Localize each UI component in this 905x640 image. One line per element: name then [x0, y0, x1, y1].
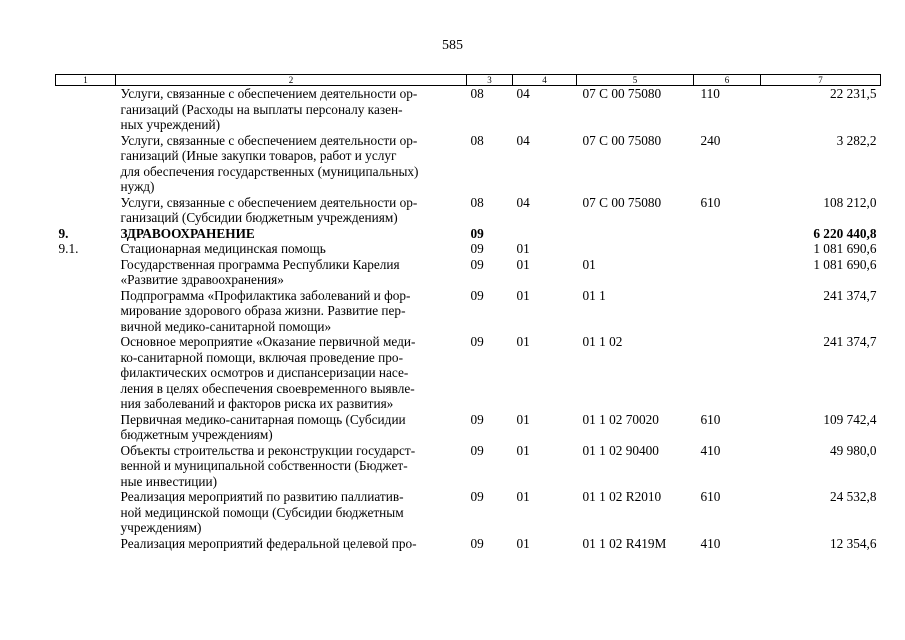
section-code: 09: [470, 535, 484, 551]
amount: 6 220 440,8: [813, 225, 877, 241]
item-name: [116, 241, 467, 257]
item-name-line: ЗДРАВООХРАНЕНИЕ: [120, 225, 255, 241]
item-name-line: ганизаций (Иные закупки товаров, работ и услуг: [120, 148, 397, 163]
target-article-code: 07 С 00 75080: [582, 86, 662, 101]
section-code: 09: [470, 442, 484, 458]
section-code: 08: [470, 132, 484, 148]
item-name: [116, 489, 467, 536]
item-name-line: Объекты строительства и реконструкции государст-: [120, 442, 416, 458]
item-name-line: вичной медико-санитарной помощи»: [120, 318, 332, 334]
table-row: [56, 288, 881, 335]
amount: 12 354,6: [829, 535, 877, 551]
section-code: 08: [470, 86, 484, 101]
target-article-code: 01 1 02 R2010: [582, 489, 662, 504]
item-name: [116, 443, 467, 490]
table-row: [56, 257, 881, 288]
subsection-code: 01: [516, 411, 530, 427]
target-article-code: 07 С 00 75080: [582, 132, 662, 148]
item-name: [116, 257, 467, 288]
amount: 241 374,7: [823, 334, 877, 349]
expense-type-code: 240: [700, 132, 721, 148]
page-number: 585: [442, 38, 463, 53]
subsection-code: 04: [516, 194, 530, 210]
column-header: 1: [56, 75, 116, 86]
row-number: [56, 86, 116, 133]
expense-type-code: [694, 226, 761, 242]
table-row: [56, 133, 881, 195]
column-header: 3: [467, 75, 513, 86]
table-row: [56, 195, 881, 226]
table-row: [56, 86, 881, 133]
target-article-code: [577, 226, 694, 242]
amount: 49 980,0: [829, 442, 877, 458]
row-number: [56, 334, 116, 412]
item-name-line: Реализация мероприятий федеральной целевой про-: [120, 535, 417, 551]
table-row: [56, 536, 881, 552]
subsection-code: 01: [516, 241, 530, 256]
amount: 22 231,5: [829, 86, 877, 101]
item-name-line: Услуги, связанные с обеспечением деятельности ор-: [120, 86, 418, 101]
item-name-line: для обеспечения государственных (муниципальных): [120, 163, 419, 179]
target-article-code: 01 1 02 70020: [582, 411, 659, 427]
subsection-code: 04: [516, 132, 530, 148]
row-number: [56, 443, 116, 490]
expense-type-code: [694, 241, 761, 257]
item-name: [116, 412, 467, 443]
column-header: 6: [694, 75, 761, 86]
item-name-line: «Развитие здравоохранения»: [120, 272, 284, 287]
amount: 1 081 690,6: [813, 241, 877, 256]
section-code: 09: [470, 256, 484, 272]
item-name-line: учреждениям): [120, 520, 202, 535]
amount: 108 212,0: [823, 194, 877, 210]
item-name: [116, 226, 467, 242]
section-code: 09: [470, 489, 484, 504]
item-name-line: ния заболеваний и факторов риска их развития»: [120, 396, 394, 411]
target-article-code: 01 1 02 90400: [582, 442, 659, 458]
item-name-line: филактических осмотров и диспансеризации насе-: [120, 365, 409, 380]
subsection-code: 04: [516, 86, 530, 101]
item-name-line: Услуги, связанные с обеспечением деятельности ор-: [120, 194, 418, 210]
subsection-code: 01: [516, 535, 530, 551]
subsection-code: [513, 226, 577, 242]
budget-table: [55, 74, 881, 551]
section-code: 09: [470, 225, 484, 241]
subsection-code: 01: [516, 287, 530, 303]
item-name-line: Основное мероприятие «Оказание первичной меди-: [120, 334, 416, 349]
item-name: [116, 86, 467, 133]
expense-type-code: [694, 257, 761, 288]
table-row: [56, 412, 881, 443]
row-number: [56, 489, 116, 536]
section-code: 08: [470, 194, 484, 210]
item-name: [116, 133, 467, 195]
column-number-header-row: [56, 75, 881, 86]
item-name: [116, 195, 467, 226]
expense-type-code: 610: [700, 411, 721, 427]
expense-type-code: 110: [700, 86, 720, 101]
item-name-line: Государственная программа Республики Карелия: [120, 256, 400, 272]
expense-type-code: [694, 334, 761, 412]
item-name: [116, 288, 467, 335]
row-number: [56, 133, 116, 195]
target-article-code: 01 1 02 R419M: [582, 535, 667, 551]
amount: 1 081 690,6: [813, 256, 877, 272]
column-header: 5: [577, 75, 694, 86]
item-name-line: ной медицинской помощи (Субсидии бюджетным: [120, 504, 404, 520]
table-row: [56, 334, 881, 412]
item-name-line: ко-санитарной помощи, включая проведение про-: [120, 349, 403, 365]
target-article-code: [577, 241, 694, 257]
table-row: [56, 489, 881, 536]
amount: 3 282,2: [836, 132, 877, 148]
row-number: [56, 195, 116, 226]
table-row: [56, 443, 881, 490]
row-number: [56, 288, 116, 335]
item-name-line: Реализация мероприятий по развитию паллиатив-: [120, 489, 404, 504]
subsection-code: 01: [516, 256, 530, 272]
target-article-code: 01 1: [582, 287, 606, 303]
expense-type-code: 610: [700, 489, 721, 504]
row-number: [56, 257, 116, 288]
item-name-line: ления в целях обеспечения своевременного выявле-: [120, 380, 415, 396]
row-number: 9.1.: [58, 241, 79, 256]
item-name-line: ганизаций (Субсидии бюджетным учреждениям): [120, 210, 398, 225]
section-code: 09: [470, 334, 484, 349]
column-header: 4: [513, 75, 577, 86]
table-row: [56, 226, 881, 242]
target-article-code: 07 С 00 75080: [582, 194, 662, 210]
item-name-line: Подпрограмма «Профилактика заболеваний и фор-: [120, 287, 411, 303]
section-code: 09: [470, 411, 484, 427]
table-body: [56, 86, 881, 552]
target-article-code: 01 1 02: [582, 334, 623, 349]
expense-type-code: 610: [700, 194, 721, 210]
item-name-line: бюджетным учреждениям): [120, 427, 273, 442]
table-row: [56, 241, 881, 257]
item-name-line: мирование здорового образа жизни. Развитие пер-: [120, 303, 406, 318]
section-code: 09: [470, 287, 484, 303]
section-code: 09: [470, 241, 484, 256]
item-name: [116, 536, 467, 552]
expense-type-code: 410: [700, 442, 721, 458]
row-number: [56, 412, 116, 443]
subsection-code: 01: [516, 442, 530, 458]
column-header: 7: [761, 75, 881, 86]
subsection-code: 01: [516, 334, 530, 349]
item-name-line: Стационарная медицинская помощь: [120, 241, 326, 256]
item-name-line: ганизаций (Расходы на выплаты персоналу казен-: [120, 101, 403, 117]
column-header: 2: [116, 75, 467, 86]
item-name-line: Услуги, связанные с обеспечением деятельности ор-: [120, 132, 418, 148]
target-article-code: 01: [582, 256, 596, 272]
amount: 24 532,8: [829, 489, 877, 504]
item-name-line: Первичная медико-санитарная помощь (Субсидии: [120, 411, 406, 427]
subsection-code: 01: [516, 489, 530, 504]
item-name-line: ные инвестиции): [120, 473, 218, 489]
item-name: [116, 334, 467, 412]
expense-type-code: 410: [700, 535, 721, 551]
item-name-line: венной и муниципальной собственности (Бюджет-: [120, 458, 408, 473]
amount: 241 374,7: [823, 287, 877, 303]
expense-type-code: [694, 288, 761, 335]
row-number: [56, 536, 116, 552]
row-number: 9.: [58, 225, 69, 241]
item-name-line: ных учреждений): [120, 117, 221, 132]
item-name-line: нужд): [120, 179, 155, 194]
amount: 109 742,4: [823, 411, 877, 427]
